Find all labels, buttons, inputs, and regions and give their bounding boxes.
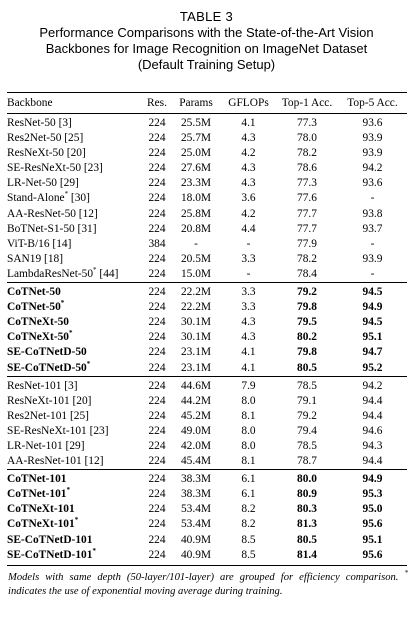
res-cell: 224 bbox=[148, 379, 166, 392]
top1-cell: 78.4 bbox=[297, 267, 317, 280]
res-cell: 224 bbox=[148, 455, 166, 468]
col-header-backbone: Backbone bbox=[7, 97, 53, 109]
table-row bbox=[7, 146, 407, 161]
params-cell: - bbox=[194, 237, 198, 250]
res-cell: 224 bbox=[148, 252, 166, 265]
top1-cell: 80.5 bbox=[297, 533, 317, 546]
top1-cell: 77.7 bbox=[297, 207, 317, 220]
res-cell: 224 bbox=[148, 424, 166, 437]
top5-cell: 94.2 bbox=[362, 162, 383, 175]
table-row bbox=[7, 361, 407, 377]
results-table bbox=[7, 94, 407, 563]
gflops-cell: 4.1 bbox=[241, 361, 256, 374]
backbone-cell bbox=[7, 361, 143, 377]
top5-cell: 93.9 bbox=[362, 252, 383, 265]
table-row bbox=[7, 472, 407, 487]
top5-cell: 95.3 bbox=[362, 488, 383, 501]
bottom-rule bbox=[7, 565, 407, 566]
top1-cell: 80.5 bbox=[297, 361, 317, 374]
params-cell: 40.9M bbox=[180, 548, 212, 561]
params-cell: 40.9M bbox=[180, 533, 212, 546]
top1-cell: 77.3 bbox=[297, 177, 317, 190]
top1-cell: 78.7 bbox=[297, 455, 317, 468]
res-cell: 224 bbox=[148, 473, 166, 486]
table-row bbox=[7, 252, 407, 267]
footnote-text-2: indicates the use of exponential moving average during training. bbox=[8, 586, 283, 597]
backbone-cell bbox=[7, 237, 143, 252]
top1-cell: 80.9 bbox=[297, 488, 317, 501]
gflops-cell: 6.1 bbox=[241, 488, 256, 501]
res-cell: 224 bbox=[148, 162, 166, 175]
top5-cell: 94.7 bbox=[362, 346, 383, 359]
res-cell: 384 bbox=[148, 237, 166, 250]
col-header-gflops: GFLOPs bbox=[228, 97, 269, 109]
backbone-name: Res2Net-50 [25] bbox=[7, 132, 84, 145]
top5-cell: 95.2 bbox=[362, 361, 383, 374]
top1-cell: 77.6 bbox=[297, 192, 317, 205]
params-cell: 22.2M bbox=[180, 301, 212, 314]
backbone-cell bbox=[7, 517, 143, 532]
params-cell: 49.0M bbox=[180, 424, 212, 437]
top5-cell: 93.6 bbox=[362, 117, 383, 129]
gflops-cell: 4.4 bbox=[241, 222, 256, 235]
col-header-top5: Top-5 Acc. bbox=[347, 97, 398, 109]
table-row bbox=[7, 161, 407, 176]
backbone-name: Res2Net-101 [25] bbox=[7, 409, 89, 422]
params-cell: 22.2M bbox=[180, 286, 212, 299]
backbone-name: LR-Net-101 [29] bbox=[7, 439, 85, 452]
backbone-cell bbox=[7, 191, 143, 206]
params-cell: 18.0M bbox=[180, 192, 212, 205]
table-row bbox=[7, 345, 407, 360]
params-cell: 38.3M bbox=[180, 488, 212, 501]
backbone-name: AA-ResNet-50 [12] bbox=[7, 207, 98, 220]
header-row bbox=[7, 94, 407, 114]
top5-cell: 94.5 bbox=[362, 286, 383, 299]
gflops-cell: 3.6 bbox=[241, 192, 256, 205]
backbone-name: SE-ResNeXt-101 [23] bbox=[7, 424, 109, 437]
backbone-cell bbox=[7, 487, 143, 502]
top1-cell: 80.2 bbox=[297, 331, 317, 344]
top5-cell: 94.3 bbox=[362, 439, 383, 452]
col-header-top1: Top-1 Acc. bbox=[281, 97, 333, 109]
gflops-cell: 3.3 bbox=[241, 286, 256, 299]
top5-cell: 94.5 bbox=[362, 316, 383, 329]
top1-cell: 79.5 bbox=[297, 316, 317, 329]
res-cell: 224 bbox=[148, 533, 166, 546]
backbone-cell bbox=[7, 116, 143, 131]
top1-cell: 78.5 bbox=[297, 379, 317, 392]
backbone-ref: [30] bbox=[68, 192, 90, 205]
res-cell: 224 bbox=[148, 346, 166, 359]
table-row bbox=[7, 300, 407, 315]
ema-star: * bbox=[69, 329, 73, 338]
backbone-name: SE-CoTNetD-101 bbox=[7, 533, 93, 546]
res-cell: 224 bbox=[148, 177, 166, 190]
top1-cell: 79.2 bbox=[297, 286, 317, 299]
backbone-cell bbox=[7, 176, 143, 191]
top5-cell: - bbox=[370, 237, 375, 250]
res-cell: 224 bbox=[148, 286, 166, 299]
params-cell: 38.3M bbox=[180, 473, 212, 486]
table-row bbox=[7, 487, 407, 502]
table-row bbox=[7, 424, 407, 439]
backbone-name: ResNet-101 [3] bbox=[7, 379, 78, 392]
backbone-cell bbox=[7, 285, 143, 300]
top5-cell: 94.9 bbox=[362, 473, 383, 486]
backbone-cell bbox=[7, 394, 143, 409]
table-row bbox=[7, 409, 407, 424]
params-cell: 20.5M bbox=[180, 252, 212, 265]
backbone-ref: [44] bbox=[96, 267, 119, 280]
table-row bbox=[7, 439, 407, 454]
top1-cell: 78.2 bbox=[297, 252, 317, 265]
params-cell: 45.2M bbox=[180, 409, 212, 422]
gflops-cell: 4.3 bbox=[241, 162, 256, 175]
ema-star: * bbox=[86, 359, 91, 368]
gflops-cell: 7.9 bbox=[241, 379, 256, 392]
top5-cell: 95.1 bbox=[362, 331, 383, 344]
res-cell: 224 bbox=[148, 316, 166, 329]
backbone-cell bbox=[7, 315, 143, 330]
top5-cell: 94.2 bbox=[362, 379, 383, 392]
params-cell: 30.1M bbox=[180, 331, 212, 344]
params-cell: 25.0M bbox=[180, 147, 212, 160]
res-cell: 224 bbox=[148, 518, 166, 531]
backbone-name: SE-ResNeXt-50 [23] bbox=[7, 162, 103, 175]
table-row bbox=[7, 315, 407, 330]
backbone-name: CoTNet-50 bbox=[7, 301, 61, 314]
gflops-cell: 3.3 bbox=[241, 301, 256, 314]
backbone-name: CoTNeXt-101 bbox=[7, 503, 75, 516]
table-caption bbox=[0, 25, 413, 73]
params-cell: 15.0M bbox=[180, 267, 212, 280]
top5-cell: 93.6 bbox=[362, 177, 383, 190]
res-cell: 224 bbox=[148, 301, 166, 314]
col-header-params: Params bbox=[179, 97, 213, 109]
gflops-cell: 4.3 bbox=[241, 316, 256, 329]
res-cell: 224 bbox=[148, 207, 166, 220]
res-cell: 224 bbox=[148, 222, 166, 235]
top5-cell: 95.6 bbox=[362, 548, 383, 561]
res-cell: 224 bbox=[148, 361, 166, 374]
backbone-name: ResNeXt-50 [20] bbox=[7, 147, 86, 160]
table-row bbox=[7, 454, 407, 470]
table-row bbox=[7, 267, 407, 283]
top5-cell: 93.7 bbox=[362, 222, 383, 235]
top1-cell: 81.4 bbox=[297, 548, 317, 561]
top1-cell: 79.2 bbox=[297, 409, 317, 422]
backbone-name: ResNet-50 [3] bbox=[7, 117, 72, 129]
backbone-cell bbox=[7, 379, 143, 394]
table-label: TABLE 3 bbox=[179, 9, 234, 24]
params-cell: 25.5M bbox=[180, 117, 212, 129]
footnote-text-1: Models with same depth (50-layer/101-layer) are grouped for efficiency comparison. bbox=[8, 572, 405, 583]
table-row bbox=[7, 548, 407, 563]
top1-cell: 78.2 bbox=[297, 147, 317, 160]
table-row bbox=[7, 379, 407, 394]
ema-star: * bbox=[66, 486, 70, 495]
params-cell: 53.4M bbox=[180, 503, 212, 516]
gflops-cell: 4.1 bbox=[241, 117, 256, 129]
gflops-cell: 8.2 bbox=[241, 518, 256, 531]
gflops-cell: 8.1 bbox=[241, 455, 256, 468]
res-cell: 224 bbox=[148, 331, 166, 344]
ema-star: * bbox=[60, 299, 65, 308]
res-cell: 224 bbox=[148, 192, 166, 205]
backbone-cell bbox=[7, 131, 143, 146]
top1-cell: 79.8 bbox=[297, 346, 317, 359]
top1-cell: 79.1 bbox=[297, 394, 317, 407]
backbone-name: CoTNeXt-50 bbox=[7, 331, 70, 344]
table-row bbox=[7, 330, 407, 345]
top1-cell: 77.7 bbox=[297, 222, 317, 235]
backbone-cell bbox=[7, 548, 143, 563]
res-cell: 224 bbox=[148, 409, 166, 422]
table-row bbox=[7, 207, 407, 222]
res-cell: 224 bbox=[148, 117, 166, 129]
top1-cell: 80.0 bbox=[297, 473, 317, 486]
backbone-cell bbox=[7, 207, 143, 222]
gflops-cell: 4.2 bbox=[241, 207, 256, 220]
gflops-cell: 6.1 bbox=[241, 473, 256, 486]
backbone-name: LR-Net-50 [29] bbox=[7, 177, 79, 190]
params-cell: 23.1M bbox=[180, 346, 212, 359]
backbone-name: ResNeXt-101 [20] bbox=[7, 394, 92, 407]
backbone-cell bbox=[7, 146, 143, 161]
backbone-name: SE-CoTNetD-50 bbox=[7, 361, 87, 374]
backbone-name: BoTNet-S1-50 [31] bbox=[7, 222, 97, 235]
ema-star: * bbox=[74, 516, 79, 525]
top5-cell: 94.6 bbox=[362, 424, 383, 437]
top5-cell: 94.4 bbox=[362, 409, 383, 422]
res-cell: 224 bbox=[148, 147, 166, 160]
top1-cell: 80.3 bbox=[297, 503, 317, 516]
backbone-cell bbox=[7, 454, 143, 470]
backbone-cell bbox=[7, 409, 143, 424]
gflops-cell: 8.2 bbox=[241, 503, 256, 516]
res-cell: 224 bbox=[148, 548, 166, 561]
table-row bbox=[7, 285, 407, 300]
res-cell: 224 bbox=[148, 503, 166, 516]
gflops-cell: 4.3 bbox=[241, 132, 256, 145]
col-header-res: Res. bbox=[147, 97, 167, 109]
gflops-cell: 4.3 bbox=[241, 331, 256, 344]
top1-cell: 78.6 bbox=[297, 162, 317, 175]
gflops-cell: 8.0 bbox=[241, 424, 256, 437]
backbone-name: AA-ResNet-101 [12] bbox=[7, 455, 104, 468]
table-row bbox=[7, 176, 407, 191]
gflops-cell: 8.0 bbox=[241, 394, 256, 407]
res-cell: 224 bbox=[148, 132, 166, 145]
backbone-name: CoTNet-101 bbox=[7, 473, 67, 486]
res-cell: 224 bbox=[148, 439, 166, 452]
gflops-cell: 3.3 bbox=[241, 252, 256, 265]
backbone-cell bbox=[7, 161, 143, 176]
table-row bbox=[7, 502, 407, 517]
top5-cell: 93.9 bbox=[362, 132, 383, 145]
top5-cell: 94.9 bbox=[362, 301, 383, 314]
top5-cell: 95.6 bbox=[362, 518, 383, 531]
ema-star: * bbox=[92, 546, 96, 555]
backbone-name: Stand-Alone bbox=[7, 192, 65, 205]
table-footnote bbox=[8, 571, 408, 599]
gflops-cell: 4.1 bbox=[241, 346, 256, 359]
footnote-star: * bbox=[404, 569, 408, 577]
backbone-cell bbox=[7, 424, 143, 439]
table-caption-text: Performance Comparisons with the State-of-the-Art Vision Backbones for Image Recognition on ImageNet Dataset (Default Training Setup) bbox=[39, 25, 374, 72]
gflops-cell: - bbox=[246, 237, 251, 250]
backbone-name: CoTNeXt-101 bbox=[7, 518, 75, 531]
backbone-name: CoTNeXt-50 bbox=[7, 316, 70, 329]
backbone-name: CoTNet-101 bbox=[7, 488, 67, 501]
params-cell: 30.1M bbox=[180, 316, 212, 329]
gflops-cell: 8.5 bbox=[241, 533, 256, 546]
backbone-cell bbox=[7, 439, 143, 454]
params-cell: 23.1M bbox=[180, 361, 212, 374]
top1-cell: 81.3 bbox=[297, 518, 317, 531]
top5-cell: 95.0 bbox=[362, 503, 383, 516]
backbone-cell bbox=[7, 222, 143, 237]
top1-cell: 79.8 bbox=[297, 301, 317, 314]
gflops-cell: 8.0 bbox=[241, 439, 256, 452]
params-cell: 25.8M bbox=[180, 207, 212, 220]
table-row bbox=[7, 394, 407, 409]
backbone-cell bbox=[7, 502, 143, 517]
table-body bbox=[7, 114, 407, 563]
backbone-cell bbox=[7, 252, 143, 267]
params-cell: 45.4M bbox=[180, 455, 212, 468]
table-row bbox=[7, 237, 407, 252]
table-row bbox=[7, 191, 407, 206]
top5-cell: 93.9 bbox=[362, 147, 383, 160]
table-row bbox=[7, 533, 407, 548]
params-cell: 20.8M bbox=[180, 222, 212, 235]
params-cell: 25.7M bbox=[180, 132, 212, 145]
backbone-name: SAN19 [18] bbox=[7, 252, 64, 265]
backbone-name: SE-CoTNetD-101 bbox=[7, 548, 93, 561]
table-row bbox=[7, 517, 407, 532]
top5-cell: 94.4 bbox=[362, 394, 383, 407]
params-cell: 44.2M bbox=[180, 394, 212, 407]
table-row bbox=[7, 131, 407, 146]
top1-cell: 78.0 bbox=[297, 132, 317, 145]
table-row bbox=[7, 222, 407, 237]
backbone-cell bbox=[7, 300, 143, 315]
gflops-cell: - bbox=[246, 267, 251, 280]
params-cell: 42.0M bbox=[180, 439, 212, 452]
gflops-cell: 4.2 bbox=[241, 147, 256, 160]
res-cell: 224 bbox=[148, 267, 166, 280]
res-cell: 224 bbox=[148, 488, 166, 501]
params-cell: 53.4M bbox=[180, 518, 212, 531]
backbone-cell bbox=[7, 345, 143, 360]
ema-star: * bbox=[64, 190, 69, 199]
backbone-name: CoTNet-50 bbox=[7, 286, 61, 299]
top5-cell: - bbox=[370, 192, 375, 205]
backbone-name: ViT-B/16 [14] bbox=[7, 237, 72, 250]
backbone-cell bbox=[7, 330, 143, 345]
top5-cell: - bbox=[370, 267, 375, 280]
top1-cell: 77.9 bbox=[297, 237, 317, 250]
backbone-cell bbox=[7, 267, 143, 283]
gflops-cell: 8.5 bbox=[241, 548, 256, 561]
params-cell: 44.6M bbox=[180, 379, 212, 392]
params-cell: 23.3M bbox=[180, 177, 212, 190]
top1-cell: 78.5 bbox=[297, 439, 317, 452]
backbone-name: LambdaResNet-50 bbox=[7, 267, 94, 280]
table-row bbox=[7, 116, 407, 131]
top5-cell: 95.1 bbox=[362, 533, 383, 546]
top-rule bbox=[7, 92, 407, 93]
params-cell: 27.6M bbox=[180, 162, 212, 175]
backbone-cell bbox=[7, 472, 143, 487]
top5-cell: 94.4 bbox=[362, 455, 383, 468]
gflops-cell: 4.3 bbox=[241, 177, 256, 190]
top5-cell: 93.8 bbox=[362, 207, 383, 220]
top1-cell: 77.3 bbox=[297, 117, 317, 129]
top1-cell: 79.4 bbox=[297, 424, 317, 437]
res-cell: 224 bbox=[148, 394, 166, 407]
backbone-cell bbox=[7, 533, 143, 548]
ema-star: * bbox=[93, 265, 97, 274]
backbone-name: SE-CoTNetD-50 bbox=[7, 346, 87, 359]
gflops-cell: 8.1 bbox=[241, 409, 256, 422]
